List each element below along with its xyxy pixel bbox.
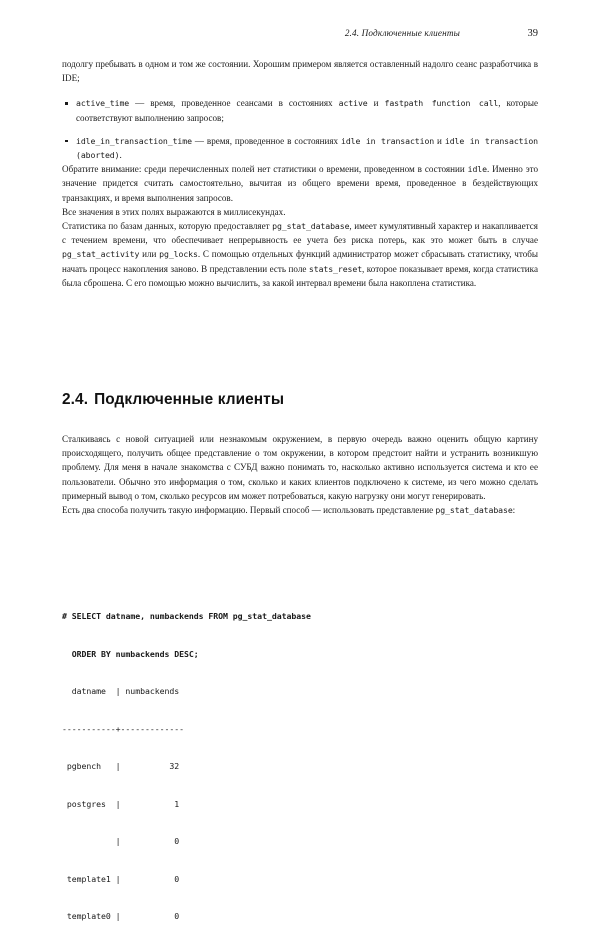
pg-locks-code: pg_locks xyxy=(159,249,198,260)
cumulative-statistics-paragraph xyxy=(62,219,538,290)
table-row: template0 | 0 xyxy=(62,911,180,921)
pg-stat-database-view-code: pg_stat_database xyxy=(435,505,513,516)
sql-query-line-1: SELECT datname, numbackends FROM pg_stat_database xyxy=(66,611,311,621)
note-paragraph xyxy=(62,162,538,205)
shell-prompt-symbol: # xyxy=(62,611,67,621)
bullet-text-after: , которые соответствуют выполнению запросов; xyxy=(76,98,538,123)
methods-text-part-2: : xyxy=(512,505,516,516)
cumulative-text-part-4: . С помощью отдельных функций администратор может сбрасывать статистику, чтобы начать процесс накопления заново. В представлении есть поле xyxy=(62,249,538,274)
continued-paragraph-text: подолгу пребывать в одном и том же состоянии. Хорошим примером является оставленный надолго сеанс разработчика в IDE; xyxy=(62,59,538,84)
section-intro-paragraph xyxy=(62,432,538,503)
pg-stat-database-code: pg_stat_database xyxy=(272,221,350,232)
state-code-1: active xyxy=(338,98,368,109)
sql-code-block xyxy=(62,585,538,948)
lower-text-column xyxy=(62,432,538,517)
note-text-part-1: Обратите внимание: среди перечисленных полей нет статистики о времени, проведенном в состоянии xyxy=(62,164,468,175)
section-heading xyxy=(62,391,284,409)
state-code-1: idle in transaction xyxy=(341,135,435,146)
field-bullet-list xyxy=(62,96,538,162)
cumulative-text-part-2: , имеет кумулятивный характер и накапливается с течением времени, что обеспечивает непрерывность ее учета без риска потерь, как это может быть в случае xyxy=(62,221,538,246)
bullet-text-before: — время, проведенное сеансами в состояниях xyxy=(129,98,339,109)
running-head xyxy=(62,28,538,42)
list-item xyxy=(62,96,538,124)
result-header-row: datname | numbackends xyxy=(62,686,180,696)
list-item xyxy=(62,134,538,162)
table-row: postgres | 1 xyxy=(62,798,180,809)
page-number: 39 xyxy=(527,28,538,39)
field-name-code: idle_in_transaction_time xyxy=(76,135,192,146)
code-line-query-2: ORDER BY numbackends DESC; xyxy=(62,648,199,659)
section-title: Подключенные клиенты xyxy=(94,390,285,408)
idle-state-code: idle xyxy=(467,164,487,175)
state-code-2: idle in transaction (aborted) xyxy=(76,135,538,161)
upper-text-column xyxy=(62,57,538,290)
bullet-conjunction: и xyxy=(434,135,445,146)
continued-paragraph xyxy=(62,57,538,85)
state-code-2: fastpath function call xyxy=(384,98,499,109)
bullet-conjunction: и xyxy=(367,98,385,109)
cumulative-text-part-5: , которое показывает время, когда статистика была сброшена. С его помощью можно вычислить, за какой интервал времени была накоплена статистика. xyxy=(62,263,538,288)
units-paragraph xyxy=(62,205,538,219)
table-row: pgbench | 32 xyxy=(62,761,180,771)
result-separator-row: -----------+------------- xyxy=(62,723,184,734)
bullet-text-after: . xyxy=(119,150,122,161)
bullet-text-before: — время, проведенное в состояниях xyxy=(191,135,341,146)
units-paragraph-text: Все значения в этих полях выражаются в миллисекундах. xyxy=(62,206,286,217)
pg-stat-activity-code: pg_stat_activity xyxy=(62,249,140,260)
table-row: | 0 xyxy=(62,836,180,846)
section-intro-text: Сталкиваясь с новой ситуацией или незнакомым окружением, в первую очередь важно оценить общую картину происходящего, получить общее представление о том окружении, в котором предстоит найти и устранить возникшую проблему. Для меня в начале знакомства с СУБД важно понимать то, насколько активно используется система и кто ее пользователи. Обычно это информация о том, сколько и каких клиентов подключено к системе, из чего можно сделать примерный вывод о том, сколько ресурсов им может потребоваться, какую нагрузку они могут генерировать. xyxy=(62,434,538,501)
table-row: template1 | 0 xyxy=(62,873,180,884)
running-head-title: 2.4. Подключенные клиенты xyxy=(344,28,460,38)
cumulative-text-part-3: или xyxy=(139,249,160,260)
cumulative-text-part-1: Статистика по базам данных, которую предоставляет xyxy=(62,221,273,232)
field-name-code: active_time xyxy=(76,98,130,109)
code-line-prompt xyxy=(62,610,538,623)
section-number: 2.4. xyxy=(62,390,89,408)
note-text-part-2: . Именно это значение придется считать самостоятельно, вычитая из общего времени время, проведенное в бездействующих транзакциях, и время выполнения запросов. xyxy=(62,164,539,203)
methods-paragraph xyxy=(62,503,538,517)
stats-reset-code: stats_reset xyxy=(308,263,363,274)
methods-text-part-1: Есть два способа получить такую информацию. Первый способ — использовать представление xyxy=(62,505,436,516)
